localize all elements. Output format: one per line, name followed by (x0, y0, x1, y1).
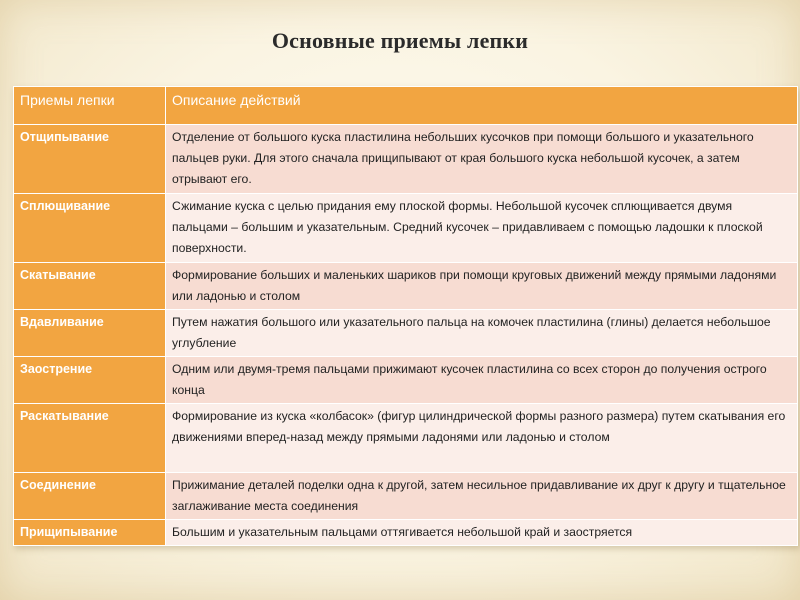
table-row (13, 357, 798, 404)
table-row (13, 473, 798, 520)
technique-description: Прижимание деталей поделки одна к другой, затем несильное придавливание их друг к другу и тщательное заглаживание места соединения (166, 473, 798, 520)
table-row (13, 194, 798, 263)
technique-name: Отщипывание (13, 125, 166, 194)
technique-description: Большим и указательным пальцами оттягивается небольшой край и заостряется (166, 520, 798, 546)
slide-title: Основные приемы лепки (271, 28, 529, 53)
table-row (13, 310, 798, 357)
technique-description: Формирование больших и маленьких шариков при помощи круговых движений между прямыми ладонями или ладонью и столом (166, 263, 798, 310)
table-header-row (13, 86, 798, 125)
technique-name: Сплющивание (13, 194, 166, 263)
technique-name: Скатывание (13, 263, 166, 310)
technique-description: Формирование из куска «колбасок» (фигур цилиндрической формы разного размера) путем скатывания его движениями вперед-назад между прямыми ладонями или ладонью и столом (166, 404, 798, 473)
technique-name: Заострение (13, 357, 166, 404)
table-row (13, 404, 798, 473)
technique-description: Отделение от большого куска пластилина небольших кусочков при помощи большого и указательного пальцев руки. Для этого сначала прищипывают от края большого куска небольшой кусочек, а затем отрывают его. (166, 125, 798, 194)
technique-description: Путем нажатия большого или указательного пальца на комочек пластилина (глины) делается небольшое углубление (166, 310, 798, 357)
header-technique: Приемы лепки (13, 86, 166, 125)
table-row (13, 520, 798, 546)
header-description: Описание действий (166, 86, 798, 125)
technique-name: Прищипывание (13, 520, 166, 546)
technique-name: Вдавливание (13, 310, 166, 357)
technique-name: Раскатывание (13, 404, 166, 473)
table-row (13, 263, 798, 310)
table-row (13, 125, 798, 194)
techniques-table (13, 86, 798, 546)
technique-description: Одним или двумя-тремя пальцами прижимают кусочек пластилина со всех сторон до получения острого конца (166, 357, 798, 404)
technique-name: Соединение (13, 473, 166, 520)
technique-description: Сжимание куска с целью придания ему плоской формы. Небольшой кусочек сплющивается двумя пальцами – большим и указательным. Средний кусочек – придавливаем с помощью ладошки к плоской поверхности. (166, 194, 798, 263)
